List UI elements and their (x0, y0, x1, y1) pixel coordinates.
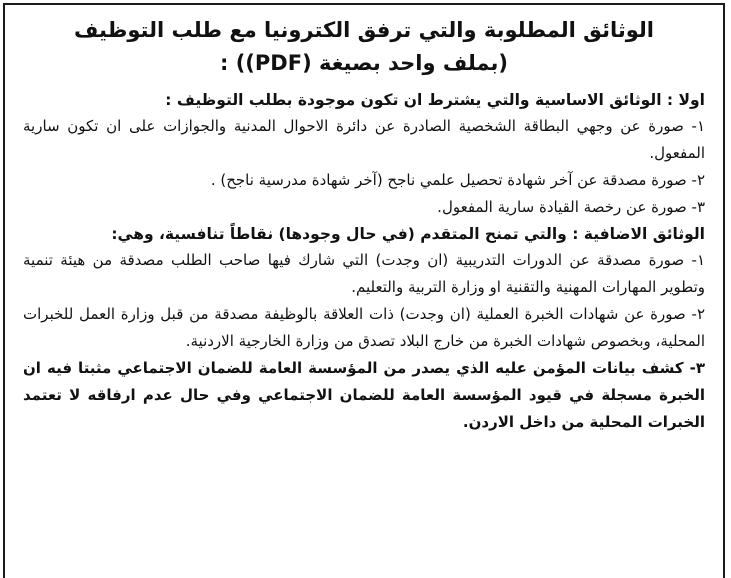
document-title: الوثائق المطلوبة والتي ترفق الكترونيا مع طلب التوظيف (73, 18, 654, 42)
additional-item-social-security-statement: ٣- كشف بيانات المؤمن عليه الذي يصدر من المؤسسة العامة للضمان الاجتماعي مثبتا فيه ان الخبرة مسجلة في قيود المؤسسة العامة للضمان الاجتماعي وفي حال عدم ارفاقه لا تعتمد الخبرات المحلية من داخل الاردن. (23, 359, 705, 431)
document-body (23, 15, 705, 436)
section-basic-heading: اولا : الوثائق الاساسية والتي يشترط ان تكون موجودة بطلب التوظيف : (165, 91, 705, 109)
document-subtitle: (بملف واحد بصيغة (PDF)) : (219, 51, 508, 75)
basic-item-education-certificate: ٢- صورة مصدقة عن آخر شهادة تحصيل علمي ناجح (آخر شهادة مدرسية ناجح) . (210, 171, 705, 189)
additional-item-experience-certificates: ٢- صورة عن شهادات الخبرة العملية (ان وجدت) ذات العلاقة بالوظيفة مصدقة من قبل وزارة العمل للخبرات المحلية، وبخصوص شهادات الخبرة من خارج البلاد تصدق من وزارة الخارجية الاردنية. (23, 305, 705, 350)
basic-item-driving-license: ٣- صورة عن رخصة القيادة سارية المفعول. (437, 198, 705, 216)
document-frame (3, 3, 725, 578)
section-additional-heading: الوثائق الاضافية : والتي تمنح المتقدم (في حال وجودها) نقاطاً تنافسية، وهي: (111, 225, 705, 243)
additional-item-training-courses: ١- صورة مصدقة عن الدورات التدريبية (ان وجدت) التي شارك فيها صاحب الطلب مصدقة من هيئة تنمية وتطوير المهارات المهنية والتقنية او وزارة التربية والتعليم. (23, 251, 705, 296)
basic-item-id-card: ١- صورة عن وجهي البطاقة الشخصية الصادرة عن دائرة الاحوال المدنية والجوازات على ان تكون سارية المفعول. (23, 117, 705, 162)
